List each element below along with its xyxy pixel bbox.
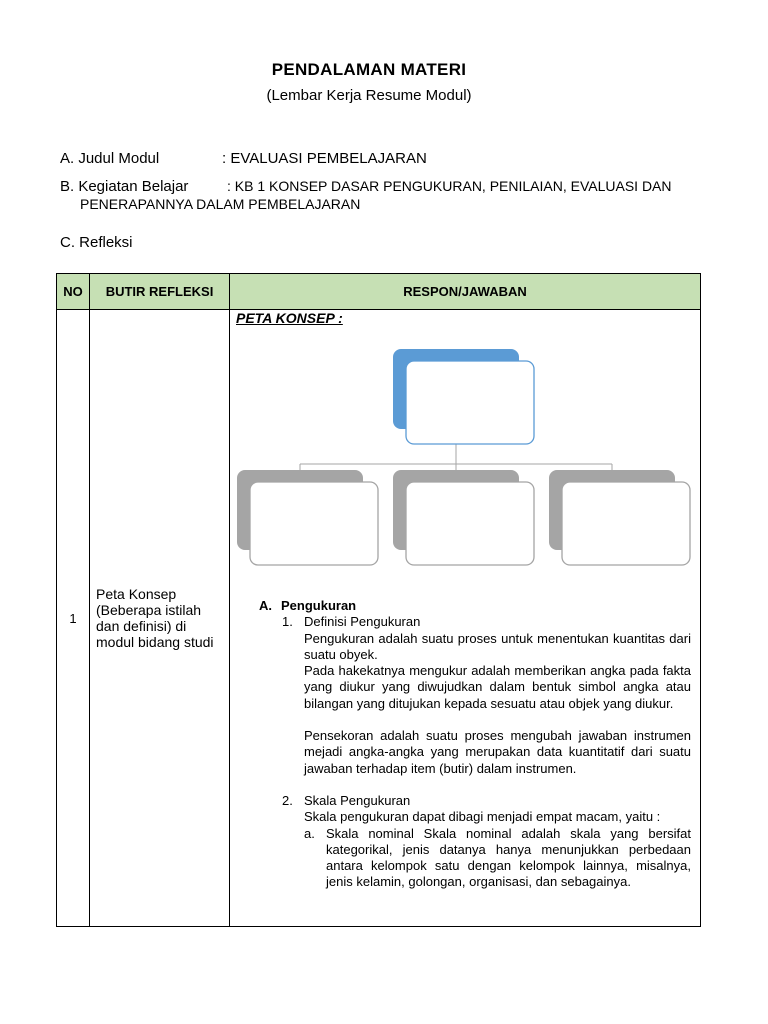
page-title: PENDALAMAN MATERI bbox=[271, 60, 467, 79]
meta-judul-modul bbox=[60, 150, 427, 167]
concept-box-right bbox=[549, 470, 690, 565]
meta-b-label: B. Kegiatan Belajar bbox=[60, 178, 189, 195]
concept-box-left-front bbox=[250, 482, 378, 565]
reflection-table bbox=[56, 273, 701, 927]
section-pengukuran-heading bbox=[259, 598, 356, 614]
sub1-paragraph-1: Pengukuran adalah suatu proses untuk menentukan kuantitas dari suatu obyek. bbox=[304, 630, 691, 662]
meta-kegiatan-belajar bbox=[60, 178, 672, 195]
concept-map-diagram bbox=[236, 344, 696, 589]
concept-box-right-front bbox=[562, 482, 690, 565]
sub1-paragraph-2: Pada hakekatnya mengukur adalah memberikan angka pada fakta yang diukur yang diwujudkan dalam bentuk simbol angka atau bilangan yang ditujukan kepada sesuatu atau objek yang diukur. bbox=[304, 663, 691, 711]
subsection-1-heading bbox=[282, 614, 420, 630]
sub1-paragraph-3: Pensekoran adalah suatu proses mengubah jawaban instrumen mejadi angka-angka yang merupakan data kuantitatif dari suatu jawaban terhadap item (butir) dalam instrumen. bbox=[304, 728, 691, 776]
sub1-title: Definisi Pengukuran bbox=[304, 614, 421, 629]
header-butir: BUTIR REFLEKSI bbox=[90, 274, 230, 310]
concept-box-middle-front bbox=[406, 482, 534, 565]
header-respon: RESPON/JAWABAN bbox=[230, 274, 701, 310]
meta-b-value-cont: PENERAPANNYA DALAM PEMBELAJARAN bbox=[80, 196, 361, 212]
header-no: NO bbox=[57, 274, 90, 310]
meta-a-label: A. Judul Modul bbox=[60, 150, 160, 167]
sub2-title: Skala Pengukuran bbox=[304, 793, 411, 808]
row-butir: Peta Konsep (Beberapa istilah dan definisi) di modul bidang studi bbox=[90, 310, 230, 927]
sub2-key: 2. bbox=[282, 793, 293, 808]
concept-box-left bbox=[237, 470, 378, 565]
concept-box-top-front bbox=[406, 361, 534, 444]
sub1-key: 1. bbox=[282, 614, 293, 629]
table-header-row bbox=[57, 274, 701, 310]
row-response bbox=[230, 310, 701, 927]
meta-b-value: : KB 1 KONSEP DASAR PENGUKURAN, PENILAIAN, EVALUASI DAN bbox=[227, 178, 672, 194]
meta-a-value: : EVALUASI PEMBELAJARAN bbox=[222, 150, 427, 167]
concept-box-top bbox=[393, 349, 534, 444]
item-a-key: a. bbox=[304, 825, 315, 841]
table-row bbox=[57, 310, 701, 927]
page-subtitle: (Lembar Kerja Resume Modul) bbox=[266, 87, 472, 104]
meta-refleksi: C. Refleksi bbox=[60, 234, 133, 251]
concept-box-middle bbox=[393, 470, 534, 565]
item-a-text: Skala nominal Skala nominal adalah skala yang bersifat kategorikal, jenis datanya hanya menunjukkan perbedaan antara kelompok satu dengan kelompok lainnya, misalnya, jenis kelamin, golongan, organisasi, dan sebagainya. bbox=[326, 825, 691, 890]
section-key: A. bbox=[259, 598, 272, 613]
sub2-paragraph-1: Skala pengukuran dapat dibagi menjadi empat macam, yaitu : bbox=[304, 809, 661, 824]
subsection-2-heading bbox=[282, 793, 410, 809]
row-number: 1 bbox=[57, 310, 90, 927]
peta-konsep-title: PETA KONSEP : bbox=[236, 310, 343, 326]
section-title: Pengukuran bbox=[281, 598, 357, 613]
